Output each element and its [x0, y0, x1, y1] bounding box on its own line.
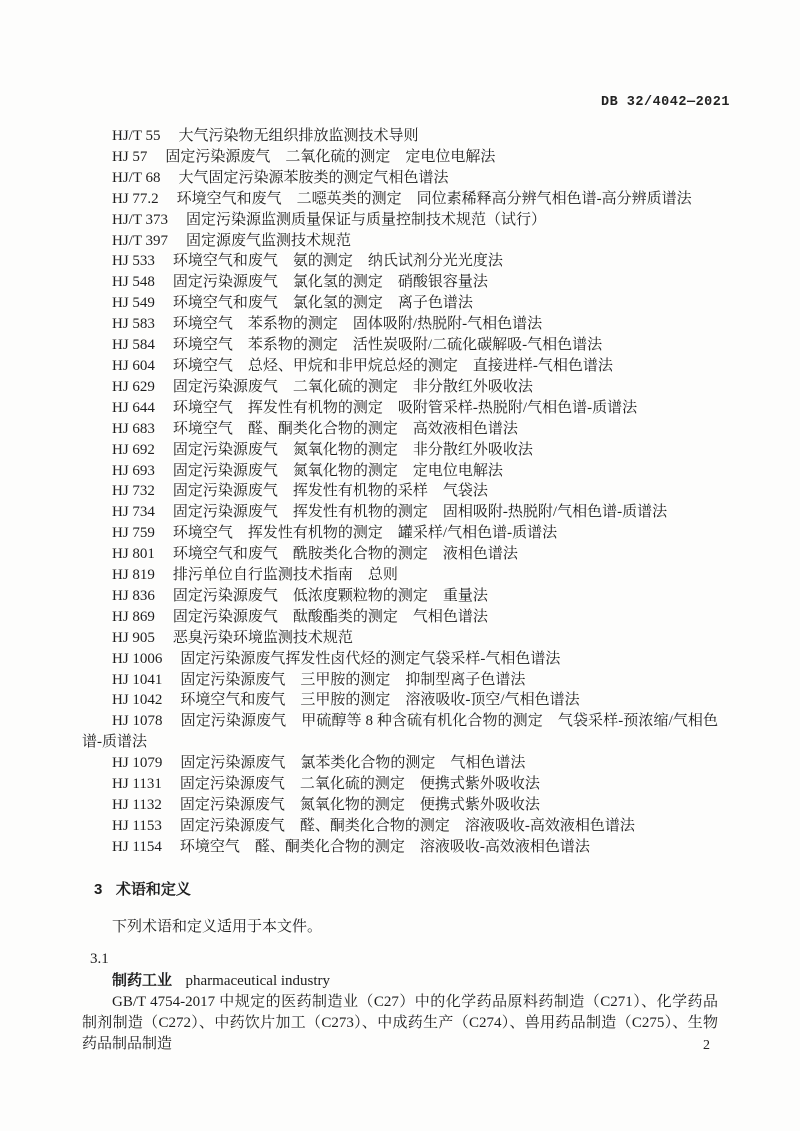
reference-item [82, 377, 718, 398]
reference-item [82, 649, 718, 670]
reference-item [82, 502, 718, 523]
reference-item [82, 774, 718, 795]
standard-title: 环境空气 醛、酮类化合物的测定 高效液相色谱法 [172, 420, 518, 437]
standard-title: 固定污染源废气 甲硫醇等 8 种含硫有机化合物的测定 气袋采样-预浓缩/气相色谱-质谱法 [82, 713, 719, 751]
reference-item [82, 231, 718, 252]
standard-code: HJ 1153 [112, 817, 162, 834]
standard-title: 固定源废气监测技术规范 [185, 232, 351, 249]
reference-item [82, 837, 718, 858]
standard-code: HJ 819 [112, 567, 155, 584]
standard-title: 固定污染源废气 低浓度颗粒物的测定 重量法 [172, 587, 488, 604]
standard-code: HJ 533 [112, 253, 155, 270]
term-definition: GB/T 4754-2017 中规定的医药制造业（C27）中的化学药品原料药制造（C271）、化学药品制剂制造（C272）、中药饮片加工（C273）、中成药生产（C274）、兽用药品制造（C275）、生物药品制品制造 [82, 993, 718, 1052]
standard-code: HJ 732 [112, 483, 155, 500]
reference-item [82, 272, 718, 293]
standard-title: 环境空气 醛、酮类化合物的测定 溶液吸收-高效液相色谱法 [179, 838, 590, 855]
standard-title: 排污单位自行监测技术指南 总则 [172, 567, 398, 584]
standard-title: 固定污染源废气 三甲胺的测定 抑制型离子色谱法 [180, 671, 526, 688]
reference-item [82, 690, 718, 711]
normative-references-list [82, 126, 718, 858]
reference-item [82, 335, 718, 356]
standard-title: 固定污染源废气挥发性卤代烃的测定气袋采样-气相色谱法 [180, 650, 561, 667]
standard-code: HJ 1041 [112, 671, 163, 688]
reference-item [82, 461, 718, 482]
reference-item [82, 711, 718, 753]
standard-code: HJ 1154 [112, 838, 162, 855]
standard-code: HJ 644 [112, 399, 155, 416]
reference-item [82, 189, 718, 210]
standard-title: 环境空气和废气 氯化氢的测定 离子色谱法 [172, 295, 473, 312]
reference-item [82, 126, 718, 147]
standard-title: 环境空气和废气 三甲胺的测定 溶液吸收-顶空/气相色谱法 [180, 692, 580, 709]
reference-item [82, 670, 718, 691]
clause-intro-text: 下列术语和定义适用于本文件。 [112, 918, 323, 935]
standard-code: HJ 77.2 [112, 190, 159, 207]
page-content [82, 126, 718, 1054]
reference-item [82, 523, 718, 544]
standard-title: 固定污染源废气 挥发性有机物的测定 固相吸附-热脱附/气相色谱-质谱法 [172, 504, 668, 521]
reference-item [82, 398, 718, 419]
reference-item [82, 565, 718, 586]
standard-code: HJ 629 [112, 378, 155, 395]
standard-title: 固定污染源废气 氯苯类化合物的测定 气相色谱法 [180, 755, 526, 772]
standard-code: HJ 1042 [112, 692, 163, 709]
standard-title: 固定污染源废气 二氧化硫的测定 便携式紫外吸收法 [179, 776, 540, 793]
standard-code: HJ 801 [112, 546, 155, 563]
reference-item [82, 168, 718, 189]
standard-code: HJ 905 [112, 629, 155, 646]
standard-code: HJ/T 55 [112, 128, 161, 144]
standard-title: 环境空气 挥发性有机物的测定 吸附管采样-热脱附/气相色谱-质谱法 [172, 399, 638, 416]
reference-item [82, 419, 718, 440]
standard-code: HJ/T 68 [112, 169, 161, 186]
standard-code: HJ 548 [112, 274, 155, 291]
document-number-header: DB 32/4042—2021 [600, 95, 730, 110]
standard-title: 环境空气和废气 二噁英类的测定 同位素稀释高分辨气相色谱-高分辨质谱法 [176, 190, 692, 207]
standard-title: 环境空气和废气 酰胺类化合物的测定 液相色谱法 [172, 546, 518, 563]
standard-title: 固定污染源废气 醛、酮类化合物的测定 溶液吸收-高效液相色谱法 [179, 817, 635, 834]
standard-title: 环境空气 苯系物的测定 固体吸附/热脱附-气相色谱法 [172, 316, 543, 333]
clause-number: 3 [94, 880, 103, 898]
standard-code: HJ 836 [112, 587, 155, 604]
clause-heading [94, 879, 718, 900]
standard-title: 固定污染源废气 二氧化硫的测定 定电位电解法 [165, 148, 496, 165]
standard-title: 固定污染源废气 二氧化硫的测定 非分散红外吸收法 [172, 378, 533, 395]
reference-item [82, 544, 718, 565]
standard-title: 恶臭污染环境监测技术规范 [172, 629, 353, 646]
reference-item [82, 251, 718, 272]
standard-code: HJ 1006 [112, 650, 163, 667]
reference-item [82, 586, 718, 607]
standard-title: 固定污染源废气 氯化氢的测定 硝酸银容量法 [172, 274, 488, 291]
standard-code: HJ 1078 [112, 713, 163, 730]
clause-title: 术语和定义 [115, 880, 191, 898]
standard-code: HJ 57 [112, 148, 148, 165]
reference-item [82, 481, 718, 502]
standard-code: HJ 692 [112, 441, 155, 458]
page-number: 2 [703, 1038, 710, 1053]
reference-item [82, 210, 718, 231]
reference-item [82, 607, 718, 628]
standard-code: HJ 869 [112, 608, 155, 625]
standard-code: HJ/T 373 [112, 211, 168, 228]
term-title-line [82, 970, 718, 992]
standard-title: 环境空气和废气 氨的测定 纳氏试剂分光光度法 [172, 253, 503, 270]
standard-title: 环境空气 挥发性有机物的测定 罐采样/气相色谱-质谱法 [172, 525, 558, 542]
standard-code: HJ 583 [112, 316, 155, 333]
reference-item [82, 356, 718, 377]
reference-item [82, 795, 718, 816]
reference-item [82, 147, 718, 168]
standard-code: HJ 734 [112, 504, 155, 521]
standard-code: HJ 693 [112, 462, 155, 479]
term-name-chinese: 制药工业 [112, 971, 173, 989]
reference-item [82, 293, 718, 314]
standard-code: HJ 1079 [112, 755, 163, 772]
standard-title: 大气固定污染源苯胺类的测定气相色谱法 [178, 169, 449, 186]
reference-item [82, 816, 718, 837]
reference-item [82, 628, 718, 649]
standard-code: HJ 584 [112, 337, 155, 354]
standard-title: 固定污染源废气 氮氧化物的测定 便携式紫外吸收法 [179, 797, 540, 813]
standard-code: HJ 549 [112, 295, 155, 312]
standard-title: 固定污染源废气 酞酸酯类的测定 气相色谱法 [172, 608, 488, 625]
standard-title: 固定污染源废气 挥发性有机物的采样 气袋法 [172, 483, 488, 500]
standard-title: 固定污染源监测质量保证与质量控制技术规范（试行） [185, 211, 546, 228]
standard-code: HJ 604 [112, 357, 155, 374]
term-number: 3.1 [90, 950, 109, 967]
standard-code: HJ/T 397 [112, 232, 168, 249]
standard-code: HJ 1132 [112, 797, 162, 813]
standard-code: HJ 759 [112, 525, 155, 542]
term-name-english: pharmaceutical industry [185, 972, 331, 989]
standard-title: 固定污染源废气 氮氧化物的测定 定电位电解法 [172, 462, 503, 479]
standard-title: 环境空气 苯系物的测定 活性炭吸附/二硫化碳解吸-气相色谱法 [172, 337, 603, 354]
standard-code: HJ 1131 [112, 776, 162, 793]
reference-item [82, 314, 718, 335]
reference-item [82, 753, 718, 774]
standard-code: HJ 683 [112, 420, 155, 437]
reference-item [82, 440, 718, 461]
standard-title: 大气污染物无组织排放监测技术导则 [178, 128, 419, 144]
standard-title: 环境空气 总烃、甲烷和非甲烷总烃的测定 直接进样-气相色谱法 [172, 357, 613, 374]
standard-title: 固定污染源废气 氮氧化物的测定 非分散红外吸收法 [172, 441, 533, 458]
